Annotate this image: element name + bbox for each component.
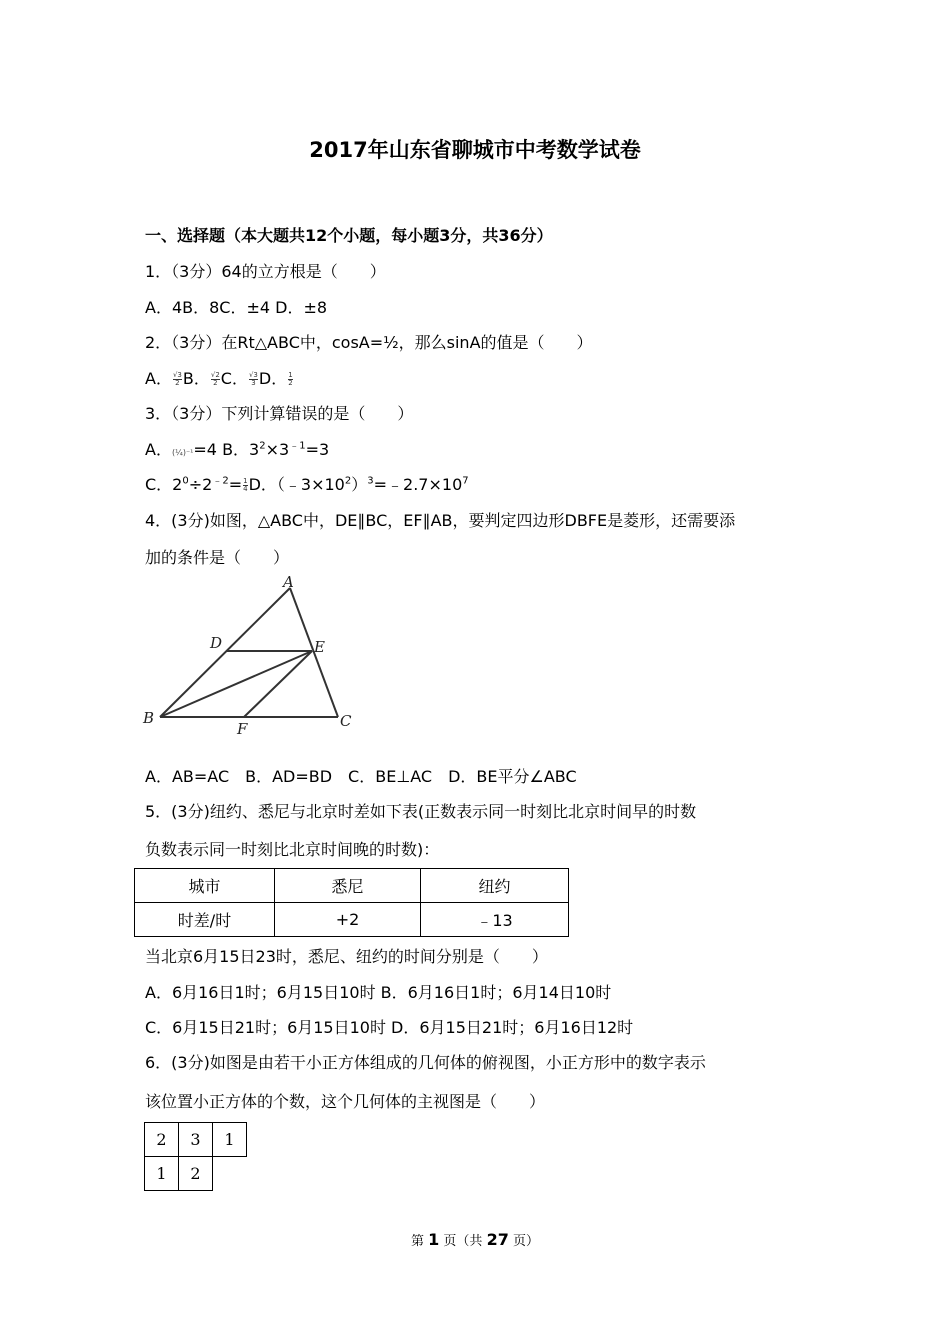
- table-row: [135, 903, 569, 937]
- q4-stem-line1: 4．(3分)如图，△ABC中，DE∥BC，EF∥AB，要判定四边形DBFE是菱形，还需要添: [145, 511, 736, 530]
- page-title: 2017年山东省聊城市中考数学试卷: [309, 138, 641, 162]
- q5-stem-line2: 负数表示同一时刻比北京时间晚的时数)：: [145, 840, 440, 859]
- segment-be: [160, 651, 312, 717]
- label-c: C: [340, 712, 352, 730]
- q1-options: A．4B．8C．±4 D．±8: [145, 298, 328, 317]
- grid-row: [145, 1123, 247, 1157]
- q2-stem: 2．（3分）在Rt△ABC中，cosA=½，那么sinA的值是（ ）: [145, 333, 593, 352]
- q3-stem: 3．（3分）下列计算错误的是（ ）: [145, 404, 414, 423]
- q2-options: [145, 366, 294, 389]
- q2-fraction-d: $\frac{1}{2}$: [288, 371, 293, 387]
- label-e: E: [314, 638, 325, 656]
- table-header-cell: 纽约: [421, 869, 569, 903]
- grid-cell: 2: [179, 1157, 213, 1191]
- q2-fraction-c: $\frac{√3}{3}$: [248, 371, 258, 387]
- q5-stem-line3: 当北京6月15日23时，悉尼、纽约的时间分别是（ ）: [145, 947, 548, 966]
- q6-stem-line2: 该位置小正方体的个数，这个几何体的主视图是（ ）: [145, 1092, 546, 1111]
- grid-cell: 1: [145, 1157, 179, 1191]
- section-heading: 一、选择题（本大题共12个小题，每小题3分，共36分）: [145, 226, 553, 245]
- page-total: 27: [486, 1230, 509, 1249]
- q2-opt-d-label: D．: [258, 369, 288, 388]
- grid-row: [145, 1157, 247, 1191]
- table-cell: ﹣13: [421, 903, 569, 937]
- label-d: D: [210, 634, 223, 652]
- table-header-cell: 城市: [135, 869, 275, 903]
- table-header-cell: 悉尼: [275, 869, 421, 903]
- q2-opt-a-label: A．: [145, 369, 172, 388]
- q2-opt-c-label: C．: [220, 369, 248, 388]
- triangle-figure: [138, 572, 368, 742]
- q5-options-cd: C．6月15日21时；6月15日10时 D．6月15日21时；6月16日12时: [145, 1018, 634, 1037]
- q2-fraction-b: $\frac{√2}{2}$: [210, 371, 220, 387]
- table-cell: 时差/时: [135, 903, 275, 937]
- q3-options-ab: A．(¼)⁻¹=4 B．$3^2\times 3^{﹣1}=3$: [145, 440, 330, 459]
- label-f: F: [237, 720, 248, 738]
- grid-empty-cell: [213, 1157, 247, 1191]
- segment-ef: [244, 651, 312, 717]
- page-footer: 第 1 页（共 27 页）: [410, 1230, 539, 1249]
- q4-options: A．AB=AC B．AD=BD C．BE⊥AC D．BE平分∠ABC: [145, 767, 577, 786]
- table-header-row: [135, 869, 569, 903]
- grid-cell: 3: [179, 1123, 213, 1157]
- label-b: B: [143, 709, 155, 727]
- q3-options-cd: C．$2^0\div 2^{﹣2}=$ $\frac{1}{4}$ D．$(﹣3\times 10^2)^3=﹣2.7\times 10^7$: [145, 475, 469, 494]
- q2-fraction-a: $\frac{√3}{2}$: [172, 371, 182, 387]
- q3-expr-a: (¼)⁻¹: [171, 448, 194, 457]
- q3-fraction-c: $\frac{1}{4}$: [243, 477, 248, 493]
- top-view-grid: [144, 1122, 247, 1191]
- grid-cell: 1: [213, 1123, 247, 1157]
- edge-ab: [160, 588, 290, 717]
- grid-cell: 2: [145, 1123, 179, 1157]
- q2-opt-b-label: B．: [182, 369, 210, 388]
- page-number: 1: [428, 1230, 440, 1249]
- table-cell: +2: [275, 903, 421, 937]
- time-difference-table: [134, 868, 569, 937]
- q5-stem-line1: 5．(3分)纽约、悉尼与北京时差如下表(正数表示同一时刻比北京时间早的时数: [145, 802, 697, 821]
- q5-options-ab: A．6月16日1时；6月15日10时 B．6月16日1时；6月14日10时: [145, 983, 612, 1002]
- label-a: A: [283, 573, 294, 591]
- q4-stem-line2: 加的条件是（ ）: [145, 548, 290, 567]
- q1-stem: 1．（3分）64的立方根是（ ）: [145, 262, 386, 281]
- q6-stem-line1: 6．(3分)如图是由若干小正方体组成的几何体的俯视图，小正方形中的数字表示: [145, 1053, 706, 1072]
